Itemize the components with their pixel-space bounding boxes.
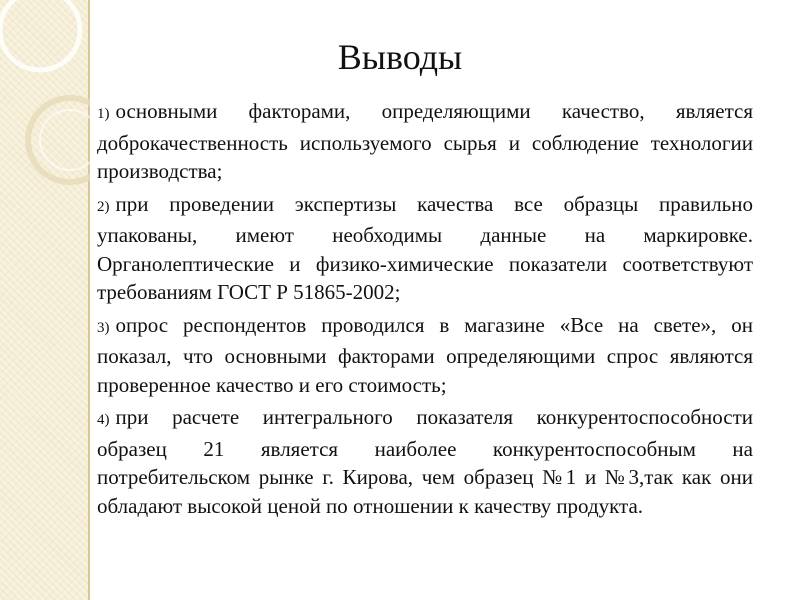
- conclusion-item-2: [97, 190, 753, 307]
- item-text: основными факторами, определяющими качество, является доброкачественность используемого сырья и соблюдение технологии производства;: [97, 99, 753, 183]
- conclusion-item-1: [97, 97, 753, 186]
- item-number: 1): [97, 106, 110, 122]
- item-number: 4): [97, 412, 110, 428]
- item-number: 2): [97, 198, 110, 215]
- item-text: опрос респондентов проводился в магазине «Все на свете», он показал, что основными факторами определяющими спрос являются проверенное качество и его стоимость;: [97, 312, 753, 397]
- item-text: при проведении экспертизы качества все образцы правильно упакованы, имеют необходимы данные на маркировке. Органолептические и физико-химические показатели соответствуют требованиям ГОСТ Р 51865-2002;: [97, 191, 753, 304]
- slide-title: Выводы: [337, 37, 463, 77]
- item-number: 3): [97, 319, 110, 336]
- decorative-circle-large: [28, 98, 90, 182]
- conclusion-item-3: [97, 311, 753, 400]
- decorative-circle-inner: [40, 110, 90, 170]
- conclusions-list: [97, 97, 753, 524]
- decorative-circles: [0, 0, 90, 220]
- conclusion-item-4: [97, 403, 753, 520]
- item-text: при расчете интегрального показателя конкурентоспособности образец 21 является наиболее конкурентоспособным на потребительском рынке г. Кирова, чем образец №1 и №3,так как они обладают высокой ценой по отношении к качеству продукта.: [97, 405, 753, 518]
